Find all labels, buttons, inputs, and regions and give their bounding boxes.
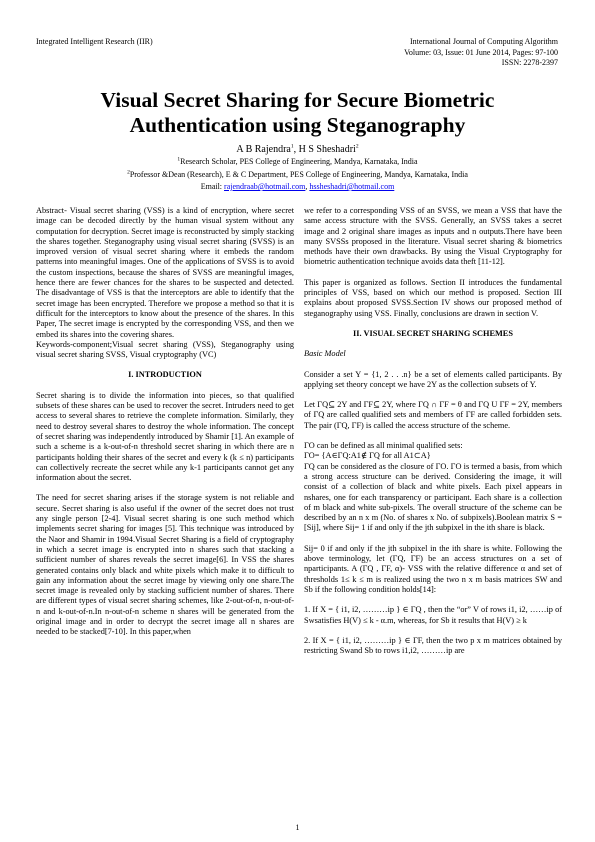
running-header-right (404, 37, 558, 69)
author-list (30, 143, 565, 156)
affiliation-1 (30, 157, 565, 167)
condition-1: 1. If X = { i1, i2, ………ip } ∈ ΓQ , then the “or” V of rows i1, i2, ……ip of Swsatisfies H(V) ≤ k - α.m, whereas, for Sb it results that H(V) ≥ k (304, 605, 562, 625)
right-paragraph-1: we refer to a corresponding VSS of an SVSS, we mean a VSS that have the same access structure with the SVSS. Generally, an SVSS takes a secret image and 2 original share images as inputs and n outputs.There have been many SVSSs proposed in the literature. Visual secret sharing & biometrics methods have their own drawbacks. By using the Visual Cryptography for biometric authentication technique avoids data theft [11-12]. (304, 206, 562, 267)
journal-issn: ISSN: 2278-2397 (501, 58, 558, 67)
intro-paragraph-1: Secret sharing is to divide the information into pieces, so that qualified subsets of these shares can be used to recover the secret. Intruders need to get access to several shares to retrieve the complete information. Similarly, they need to destroy several shares to destroy the whole information. The concept of secret sharing was independently introduced by Shamir [1]. An example of such a scheme is a k-out-of-n threshold secret sharing in which there are n participants holding their shares of the secret and every k (k ≤ n) participants can collectively recreate the secret while any k-1 participants cannot get any information about the secret. (36, 390, 294, 483)
author-sep: , (293, 144, 299, 155)
journal-volume: Volume: 03, Issue: 01 June 2014, Pages: 97-100 (404, 47, 558, 57)
right-column (304, 206, 562, 666)
running-header-left: Integrated Intelligent Research (IIR) (36, 37, 153, 46)
affiliation-2-sup: 2 (127, 169, 130, 176)
minimal-qualified-sets: ΓO can be defined as all minimal qualified sets: (304, 441, 463, 451)
section-heading-vss-schemes: II. VISUAL SECRET SHARING SCHEMES (353, 328, 513, 338)
basic-model-paragraph: Consider a set Y = {1, 2 . . .n} be a set of elements called participants. By applying set theory concept we have 2Y as the collection subsets of Y. (304, 369, 562, 389)
access-structure-paragraph: Let ΓQ⊆ 2Y and ΓF⊆ 2Y, where ΓQ ∩ ΓF = θ and ΓQ U ΓF = 2Y, members of ΓQ are called qualified sets and members of ΓF are called forbidden sets. The pair (ΓQ, ΓF) is called the access structure of the scheme. (304, 400, 562, 430)
author-1: A B Rajendra (236, 144, 291, 155)
keywords: Keywords-component;Visual secret sharing (VSS), Steganography using visual secret sharing SVSS, Visual cryptography (VC) (36, 339, 294, 360)
abstract: Abstract- Visual secret sharing (VSS) is a kind of encryption, where secret image can be decoded directly by the human visual system without any computation for decryption. Secret image is reconstructed by simply stacking the shares together. Steganography using visual secret sharing (SVSS) is an improved version of visual secret sharing where it embeds the random patterns into meaningful images. One of the applications of SVSS is to avoid the custom inspections, because the shares of SVSS are meaningful images, hence there are fewer chances for the shares to be suspected and detected. The disadvantage of VSS is that the interceptors are able to identify that the secret image has been encrypted. Therefore we propose a method so that it is difficult for the interceptors to know about the presence of the shares. In this Paper, The secret image is encrypted by the corresponding VSS, and then we embed its shares into the covering shares. (36, 206, 294, 339)
left-column (36, 206, 294, 648)
subheading-basic-model: Basic Model (304, 349, 346, 359)
email-label: Email: (200, 182, 225, 191)
email-line (30, 182, 565, 192)
affiliation-2-text: Professor &Dean (Research), E & C Department, PES College of Engineering, Mandya, Karnataka, India (129, 170, 468, 179)
title-line-2: Authentication using Steganography (129, 113, 466, 137)
intro-paragraph-2: The need for secret sharing arises if the storage system is not reliable and secure. Secret sharing is also useful if the owner of the secret does not trust any single person [2-4]. Visual secret sharing is one such method which implements secret sharing for images [5]. This technique was introduced by the Naor and Shamir in 1994.Visual Secret Sharing is a field of cryptography in which a secret image is encrypted into n shares such that stacking a sufficient number of shares reveals the secret image[6]. In VSS the shares generated contains only black and white pixels which make it to difficult to gain any information about the secret image by viewing only one share.The secret image is revealed only by stacking sufficient number of shares. There are different types of visual secret sharing schemes, like 2-out-of-n, n-out-of-n and k-out-of-n.In n-out-of-n scheme n shares will be generated from the original image and in order to decrypt the secret image all n shares are needed to be stacked[7-10]. In this paper,when (36, 493, 294, 637)
paper-title (30, 88, 565, 138)
author-2: H S Sheshadri (298, 144, 356, 155)
page-number: 1 (295, 823, 300, 832)
affiliation-2 (30, 170, 565, 180)
condition-2: 2. If X = { i1, i2, ………ip } ∈ ΓF, then the two p x m matrices obtained by restricting Swand Sb to rows i1,i2, ………ip are (304, 635, 562, 656)
title-line-1: Visual Secret Sharing for Secure Biometric (100, 88, 495, 112)
section-heading-introduction: I. INTRODUCTION (128, 370, 202, 380)
email-sep: , (305, 182, 310, 191)
basis-formula: ΓO= {A∈ΓQ:A1∉ ΓQ for all A1⊂A} (304, 451, 431, 461)
author-1-sup: 1 (290, 143, 294, 150)
affiliation-1-sup: 1 (177, 156, 181, 163)
email-link-1[interactable]: rajendraab@hotmail.com (224, 182, 306, 191)
right-paragraph-2: This paper is organized as follows. Section II introduces the fundamental principles of VSS, based on which our method is proposed. Section III explains about proposed SVSS.Section IV shows our proposed method of steganography using VSS. Finally, conclusions are drawn in section V. (304, 277, 562, 318)
email-link-2[interactable]: hssheshadri@hotmail.com (309, 182, 395, 191)
journal-name: International Journal of Computing Algorithm (410, 37, 558, 46)
closure-paragraph: ΓQ can be considered as the closure of ΓO. ΓO is termed a basis, from which a strong access structure can be derived. Considering the image, it will consist of a collection of black and white pixels. Each pixel appears in nshares, one for each transparency or participant. Each share is a collection of m black and white sub-pixels. The overall structure of the scheme can be described by an n x m (No. of shares x No. of subpixels).Boolean matrix S = [Sij], where Sij= 1 if and only if the jth subpixel in the ith share is black. (304, 461, 562, 533)
author-2-sup: 2 (355, 143, 359, 150)
affiliation-1-text: Research Scholar, PES College of Engineering, Mandya, Karnataka, India (180, 157, 418, 166)
white-pixel-paragraph: Sij= 0 if and only if the jth subpixel in the ith share is white. Following the above terminology, let (ΓQ, ΓF) be an access structures on a set of nparticipants. A (ΓQ , ΓF, α)- VSS with the relative difference α and set of thresholds 1≤ k ≤ m is realized using the two n x m basis matrices SW and Sb if the following condition holds[14]: (304, 543, 562, 594)
